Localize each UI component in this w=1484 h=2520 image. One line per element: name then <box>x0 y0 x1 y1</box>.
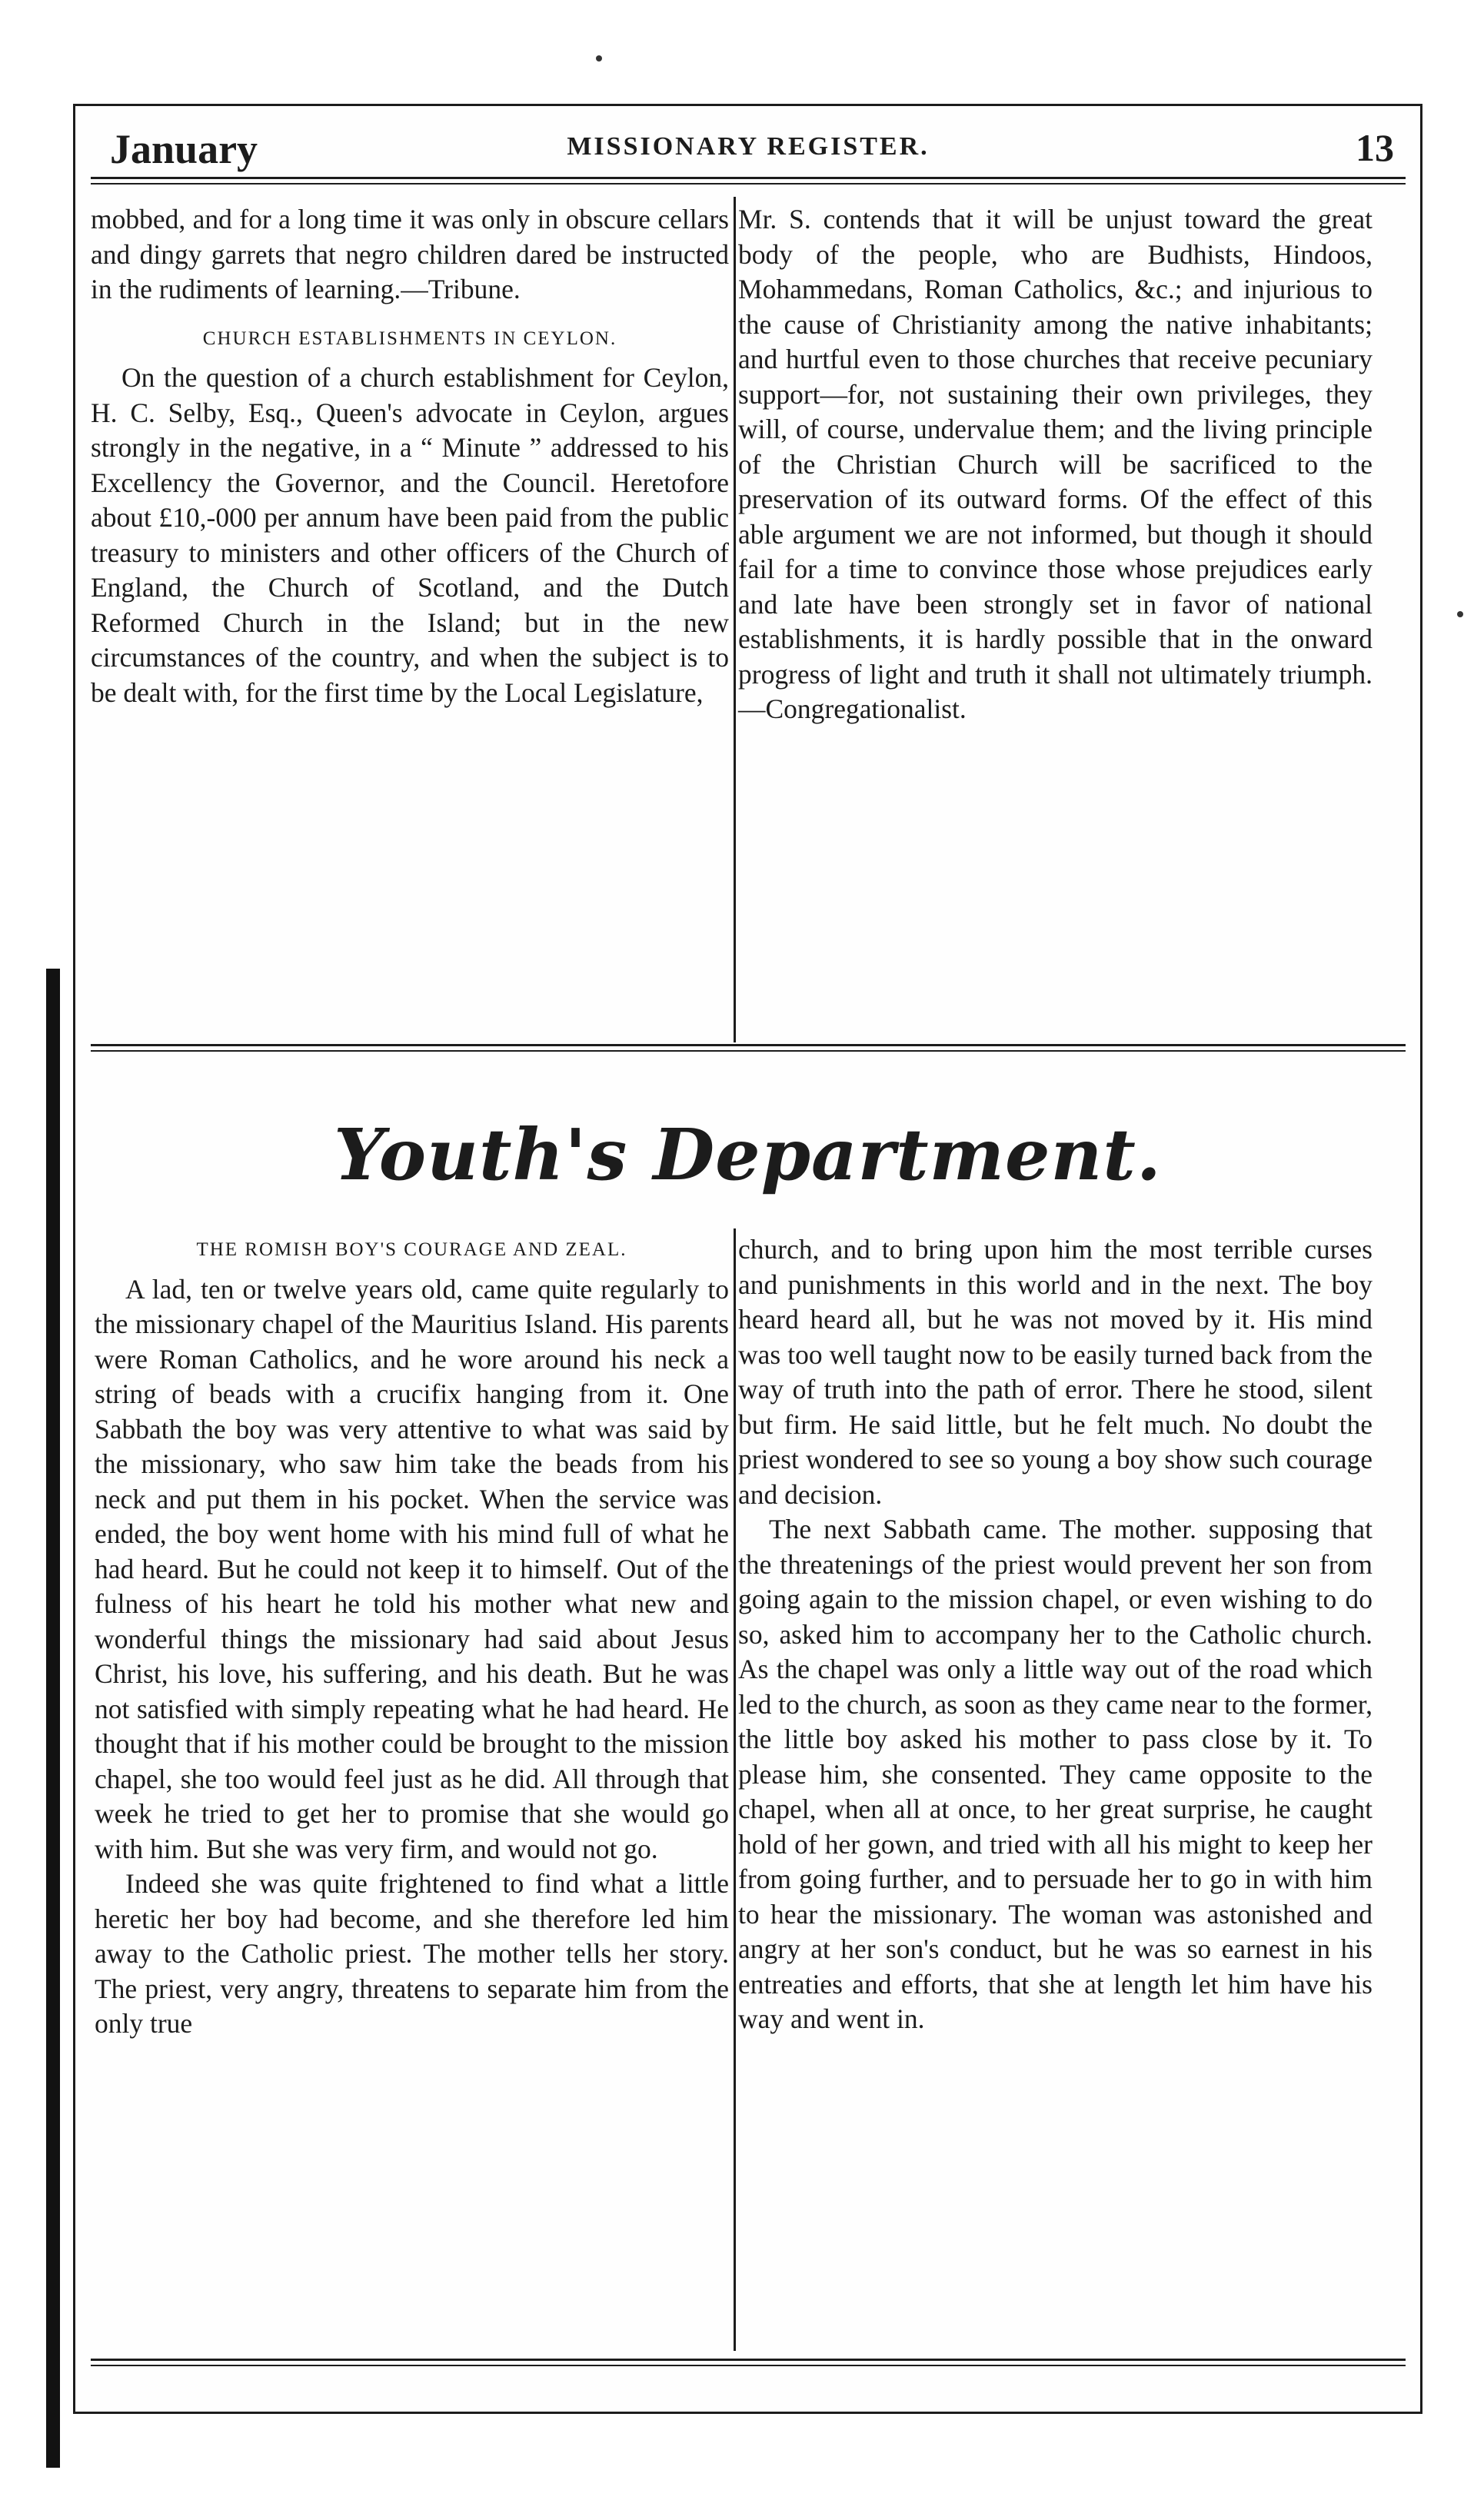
section-rule <box>91 1044 1406 1046</box>
column-divider <box>734 1228 736 2351</box>
top-left-column <box>91 202 729 710</box>
column-divider <box>734 197 736 1042</box>
footer-rule <box>91 2359 1406 2361</box>
paragraph: Mr. S. contends that it will be unjust toward the great body of the people, who are Budhists, Hindoos, Mohammedans, Roman Catholics, &c.; and injurious to the cause of Christianity among the native inhabitants; and hurtful even to those churches that receive pecuniary support—for, not sustaining their own privileges, they will, of course, undervalue them; and the living principle of the Christian Church will be sacrificed to the preservation of its outward forms. Of the effect of this able argument we are not informed, but though it should fail for a time to convince those whose prejudices early and late have been strongly set in favor of national establishments, it is hardly possible that in the onward progress of light and truth it shall not ultimately triumph.—Congregationalist. <box>738 204 1373 724</box>
header-rule <box>91 177 1406 179</box>
paragraph: On the question of a church establishment for Ceylon, H. C. Selby, Esq., Queen's advocate in Ceylon, argues strongly in the negative, in a “ Minute ” addressed to his Excellency the Governor, and the Council. Heretofore about £10,-000 per annum have been paid from the public treasury to ministers and other officers of the Church of England, the Church of Scotland, and the Dutch Reformed Church in the Island; but in the new circumstances of the country, and when the subject is to be dealt with, for the first time by the Local Legislature, <box>91 362 729 708</box>
bottom-right-column <box>738 1232 1373 2037</box>
header-page-number: 13 <box>1356 126 1394 169</box>
top-right-column <box>738 202 1373 727</box>
paragraph: The next Sabbath came. The mother. supposing that the threatenings of the priest would prevent her son from going again to the mission chapel, or even wishing to do so, asked him to accompany her to the Catholic church. As the chapel was only a little way out of the road which led to the church, as soon as they came near to the former, the little boy asked his mother to pass close by it. To please him, she consented. They came opposite to the chapel, when all at once, to her great surprise, he caught hold of her gown, and tried with all his might to keep her from going further, and to persuade her to go in with him to hear the missionary. The woman was astonished and angry at her son's conduct, but he was so earnest in his entreaties and efforts, that she at length let him have his way and went in. <box>738 1514 1373 2034</box>
paragraph: A lad, ten or twelve years old, came quite regularly to the missionary chapel of the Mauritius Island. His parents were Roman Catholics, and he wore around his neck a string of beads with a crucifix hanging from it. One Sabbath the boy was very attentive to what was said by the missionary, who saw him take the beads from his neck and put them in his pocket. When the service was ended, the boy went home with his mind full of what he had heard. But he could not keep it to himself. Out of the fulness of his heart he told his mother what new and wonderful things the missionary had said about Jesus Christ, his love, his suffering, and his death. But he was not satisfied with simply repeating what he had heard. He thought that if his mother could be brought to the mission chapel, she too would feel just as he did. All through that week he tried to get her to promise that she would go with him. But she was very firm, and would not go. <box>95 1273 729 1864</box>
section-title: Youth's Department. <box>334 1113 1162 1196</box>
article-heading: CHURCH ESTABLISHMENTS IN CEYLON. <box>202 327 617 349</box>
running-header <box>95 121 1402 175</box>
paragraph: mobbed, and for a long time it was only in obscure cellars and dingy garrets that negro children dared be instructed in the rudiments of learning.—Tribune. <box>91 204 729 304</box>
paragraph: Indeed she was quite frightened to find what a little heretic her boy had become, and she therefore led him away to the Catholic priest. The mother tells her story. The priest, very angry, threatens to separate him from the only true <box>95 1868 729 2039</box>
scan-speck <box>1457 611 1463 617</box>
header-rule <box>91 183 1406 185</box>
header-title: MISSIONARY REGISTER. <box>567 132 930 161</box>
bottom-left-column <box>95 1232 729 2042</box>
header-month: January <box>110 126 258 172</box>
article-heading: THE ROMISH BOY'S COURAGE AND ZEAL. <box>196 1239 627 1260</box>
scan-speck <box>596 55 602 62</box>
footer-rule <box>91 2365 1406 2366</box>
journal-page <box>73 104 1422 2414</box>
scan-edge-shadow <box>46 969 60 2468</box>
section-rule <box>91 1050 1406 1052</box>
paragraph: church, and to bring upon him the most terrible curses and punishments in this world and in the next. The boy heard heard all, but he was not moved by it. His mind was too well taught now to be easily turned back from the way of truth into the path of error. There he stood, silent but firm. He said little, but he felt much. No doubt the priest wondered to see so young a boy show such courage and decision. <box>738 1234 1373 1510</box>
